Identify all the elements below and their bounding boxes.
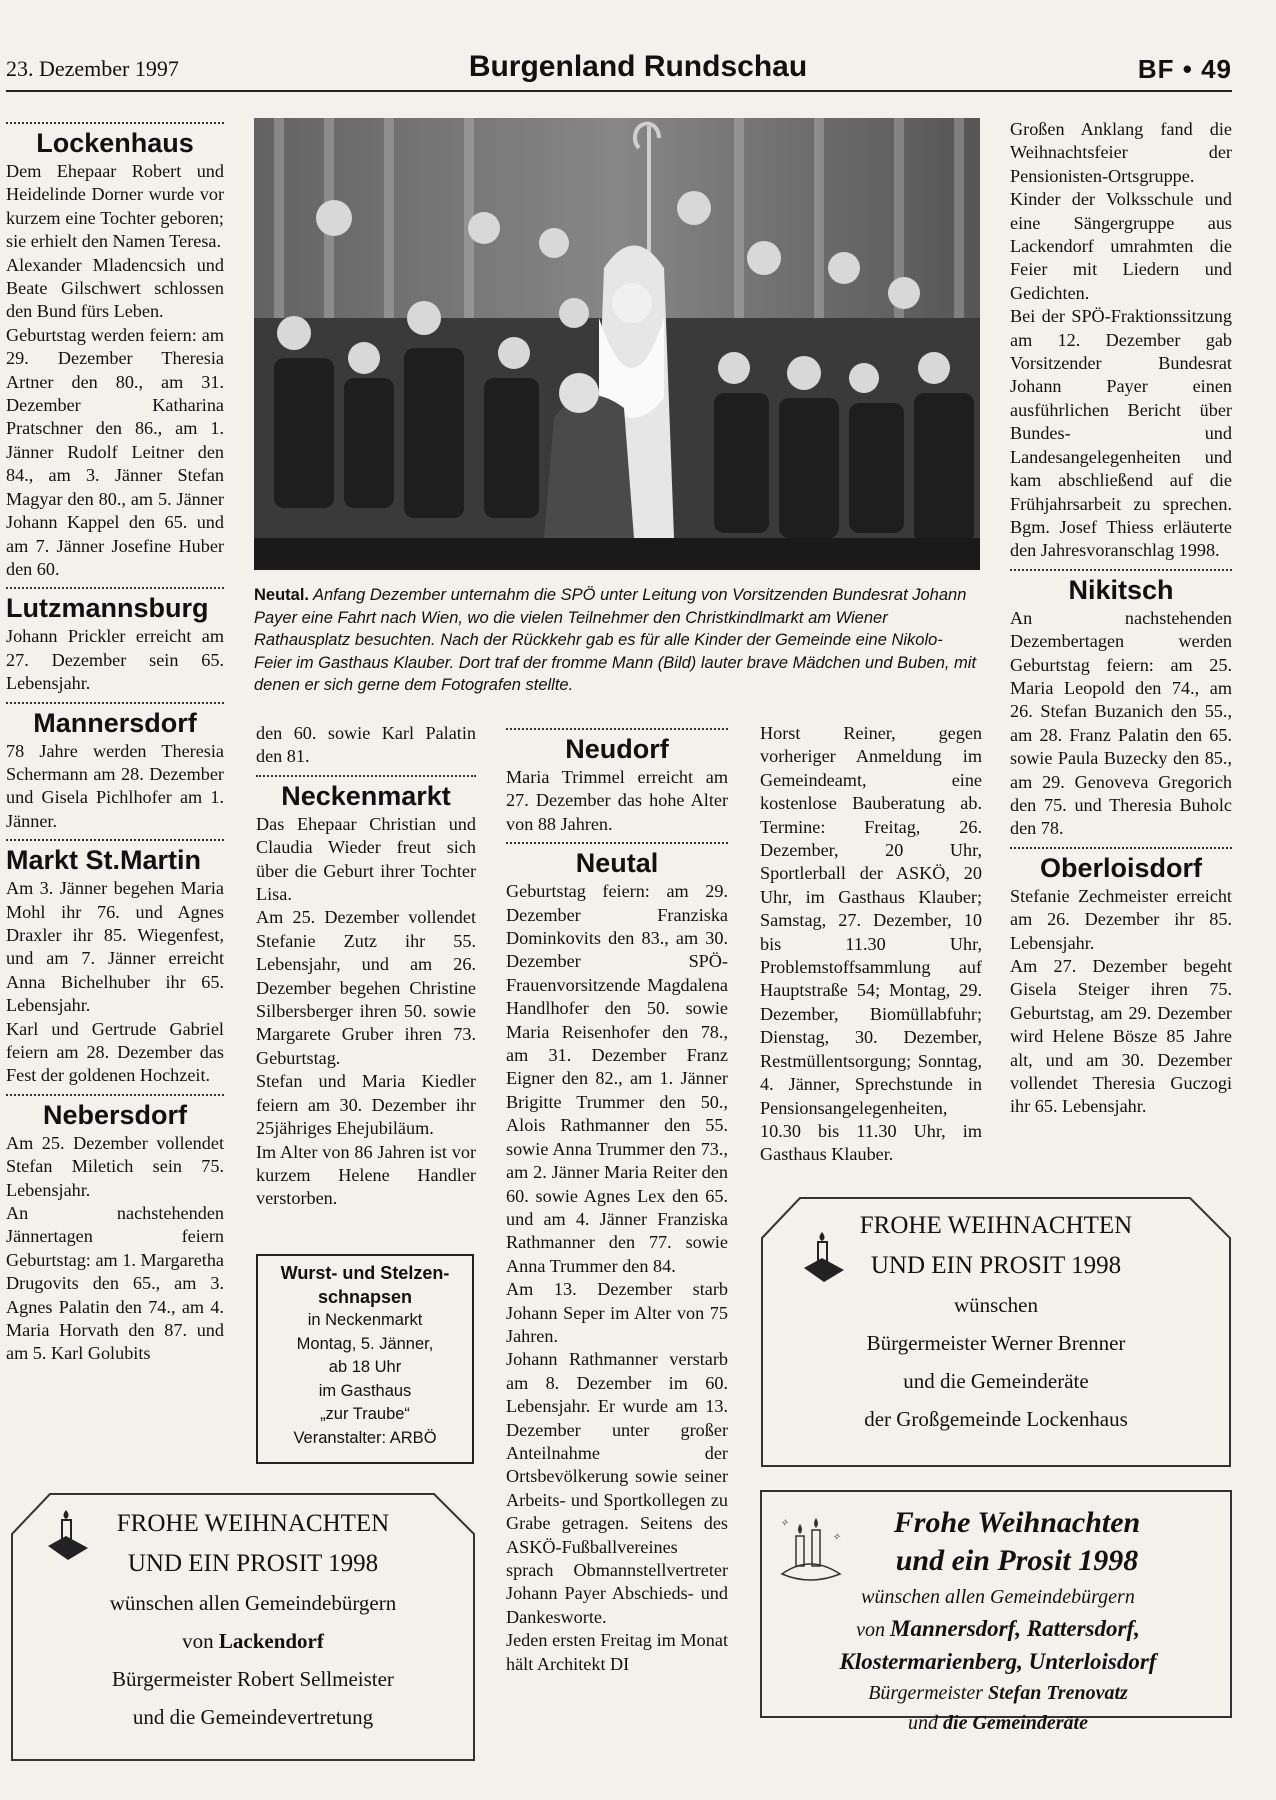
ad-line [762,1612,1234,1645]
photo-illustration [254,118,980,570]
column-3 [506,722,728,1676]
ad-text: von [856,1619,891,1641]
paragraph: An nachstehenden Dezembertagen werden Geburtstag feiern: am 25. Maria Leopold den 74., am 26. Stefan Buzanich den 55., am 28. Franz Palatin den 65. sowie Paula Buzecky den 85., am 29. Genoveva Gregorich den 75. und Theresia Buholc den 78. [1010,607,1232,839]
paragraph: Johann Rathmanner verstarb am 8. Dezember im 60. Lebensjahr. Er wurde am 13. Dezember unter großer Anteilnahme der Ortsbevölkerung sowie seiner Arbeits- und Sportkollegen zu Grabe getragen. Seitens des ASKÖ-Fußballvereines sprach Obmannstellvertreter Johann Payer Abschieds- und Dankesworte. [506,1349,728,1627]
paragraph: Jeden ersten Freitag im Monat hält Architekt DI [506,1630,728,1674]
caption-text: Anfang Dezember unternahm die SPÖ unter Leitung von Vorsitzenden Bundesrat Johann Payer eine Fahrt nach Wien, wo die vielen Teilnehmer den Christkindlmarkt am Wiener Rathausplatz besuchten. Nach der Rückkehr gab es für alle Kinder der Gemeinde eine Nikolo-Feier im Gasthaus Klauber. Dort traf der fromme Mann (Bild) lauter brave Mädchen und Buben, mit denen er sich gerne dem Fotografen stellte. [254,586,977,694]
ad-text-bold: Mannersdorf, Rattersdorf, [890,1616,1140,1641]
ad-line: und die Gemeinderäte [903,1369,1089,1393]
paragraph: Geburtstag werden feiern: am 29. Dezember Theresia Artner den 80., am 31. Dezember Katharina Pratschner den 86., am 1. Jänner Rudolf Leitner den 84., am 3. Jänner Stefan Magyar den 80., am 5. Jänner Johann Kappel den 65. und am 7. Jänner Josefine Huber den 60. [6,324,224,579]
paragraph: Am 25. Dezember vollendet Stefan Miletich sein 75. Lebensjahr. [6,1132,224,1200]
paragraph: Am 25. Dezember vollendet Stefanie Zutz ihr 55. Lebensjahr, und am 26. Dezember begehen Christine Silbersberger ihren 50. sowie Margarete Gruber ihren 73. Geburtstag. [256,907,476,1068]
divider [1010,847,1232,849]
event-title: schnapsen [317,1286,413,1307]
ad-line: Bürgermeister Robert Sellmeister [112,1667,394,1691]
ad-text-bold: Lackendorf [218,1629,324,1653]
photo-nikolo-feier [254,118,980,570]
paragraph: Das Ehepaar Christian und Claudia Wieder freut sich über die Geburt ihrer Tochter Lisa. [256,813,476,905]
page-number: BF • 49 [1137,54,1232,84]
divider [6,1094,224,1096]
ad-mannersdorf [760,1490,1232,1734]
column-5 [1010,118,1232,1119]
ad-text: Bürgermeister [868,1682,988,1704]
divider [506,842,728,844]
caption-place: Neutal. [254,586,310,604]
heading-lockenhaus: Lockenhaus [36,128,194,158]
paragraph: Karl und Gertrude Gabriel feiern am 28. Dezember das Fest der goldenen Hochzeit. [6,1018,224,1086]
event-line: Montag, 5. Jänner, [296,1334,434,1353]
paragraph: Stefanie Zechmeister erreicht am 26. Dezember ihr 85. Lebensjahr. [1010,885,1232,953]
divider [6,122,224,124]
ad-line: Frohe Weihnachten [893,1506,1141,1539]
paragraph: Bei der SPÖ-Fraktionssitzung am 12. Dezember gab Vorsitzender Bundesrat Johann Payer einen ausführlichen Bericht über Bundes- und Landesangelegenheiten und kam abschließend auf die Frühjahrsarbeit zu sprechen. Bgm. Josef Thiess erläuterte den Jahresvoranschlag 1998. [1010,306,1232,561]
paragraph: Stefan und Maria Kiedler feiern am 30. Dezember ihr 25jähriges Ehejubiläum. [256,1071,476,1139]
heading-neckenmarkt: Neckenmarkt [281,780,451,811]
ad-line: Bürgermeister Werner Brenner [866,1331,1126,1355]
divider [506,728,728,730]
ad-line: FROHE WEIHNACHTEN [859,1212,1133,1239]
ad-text-bold: Stefan Trenovatz [987,1682,1128,1704]
paragraph: Maria Trimmel erreicht am 27. Dezember das hohe Alter von 88 Jahren. [506,767,728,834]
event-line: in Neckenmarkt [307,1311,423,1329]
ad-line: UND EIN PROSIT 1998 [127,1550,379,1577]
ad-line: UND EIN PROSIT 1998 [870,1252,1122,1279]
paragraph: Dem Ehepaar Robert und Heidelinde Dorner wurde vor kurzem eine Tochter geboren; sie erhielt den Namen Teresa. [6,161,224,252]
heading-nikitsch: Nikitsch [1068,574,1174,605]
event-line: Veranstalter: ARBÖ [293,1428,437,1447]
heading-neudorf: Neudorf [565,734,669,764]
event-box-schnapsen [256,1254,474,1464]
svg-text:✧: ✧ [780,1518,789,1529]
paragraph: Alexander Mladencsich und Beate Gilschwert schlossen den Bund fürs Leben. [6,254,224,322]
paragraph: 78 Jahre werden Theresia Schermann am 28. Dezember und Gisela Pichlhofer am 1. Jänner. [6,740,224,831]
divider [6,839,224,841]
event-title: Wurst- und Stelzen- [280,1263,450,1283]
divider [1010,569,1232,571]
column-1 [6,116,224,1366]
paragraph: Am 13. Dezember starb Johann Seper im Alter von 75 Jahren. [506,1279,728,1346]
ad-text: und [908,1712,944,1734]
heading-oberloisdorf: Oberloisdorf [1039,852,1202,883]
ad-line: wünschen allen Gemeindebürgern [109,1591,397,1615]
heading-lutzmannsburg: Lutzmannsburg [6,593,209,624]
event-line: „zur Traube“ [320,1405,410,1423]
paragraph: An nachstehenden Jännertagen feiern Geburtstag: am 1. Margaretha Drugovits den 65., am 3. Agnes Palatin den 74., am 4. Maria Horvath den 87. und am 5. Karl Golubits [6,1203,224,1364]
ad-line: Klostermarienberg, Unterloisdorf [839,1649,1157,1674]
paragraph: Geburtstag feiern: am 29. Dezember Franziska Dominkovits den 83., am 30. Dezember SPÖ-Frauenvorsitzende Magdalena Handlhofer den 50. sowie Maria Reisenhofer den 78., am 31. Dezember Franz Eigner den 82., am 1. Jänner Brigitte Trummer den 50., Alois Rathmanner den 55. sowie Anna Trummer den 73., am 2. Jänner Maria Reiter den 60. sowie Agnes Lex den 65. und am 4. Jänner Franziska Rathmanner den 77. sowie Anna Trummer den 84. [506,881,728,1276]
paragraph: Johann Prickler erreicht am 27. Dezember sein 65. Lebensjahr. [6,626,224,694]
divider [256,775,476,777]
paragraph: Im Alter von 86 Jahren ist vor kurzem Helene Handler verstorben. [256,1141,476,1209]
ad-line [762,1708,1234,1738]
ad-line: FROHE WEIHNACHTEN [116,1510,390,1537]
photo-caption [254,584,980,697]
ad-line [762,1678,1234,1708]
divider [6,587,224,589]
ad-line [30,1622,476,1660]
paragraph: Großen Anklang fand die Weihnachtsfeier der Pensionisten-Ortsgruppe. Kinder der Volksschule und eine Sängergruppe aus Lackendorf umrahmten die Feier mit Liedern und Gedichten. [1010,119,1232,303]
paragraph: den 60. sowie Karl Palatin den 81. [256,723,476,767]
heading-nebersdorf: Nebersdorf [42,1099,188,1130]
ad-lackendorf [10,1492,476,1762]
ad-line: der Großgemeinde Lockenhaus [864,1407,1128,1431]
event-line: im Gasthaus [318,1381,412,1400]
ad-line: und ein Prosit 1998 [895,1544,1139,1577]
ad-lockenhaus [760,1196,1232,1468]
ad-line: wünschen [954,1293,1038,1317]
ad-text-bold: die Gemeinderäte [943,1712,1088,1734]
newspaper-title: Burgenland Rundschau [468,50,808,83]
heading-markt-st-martin: Markt St.Martin [6,845,202,876]
column-4 [760,722,982,1167]
divider [6,702,224,704]
ad-text: von [182,1629,219,1653]
heading-mannersdorf: Mannersdorf [33,707,197,738]
event-line: ab 18 Uhr [328,1358,402,1376]
svg-text:✧: ✧ [832,1532,841,1543]
issue-date: 23. Dezember 1997 [6,56,179,81]
paragraph: Am 3. Jänner begehen Maria Mohl ihr 76. und Agnes Draxler ihr 85. Wiegenfest, und am 7. Jänner erreicht Anna Bichelhuber ihr 65. Lebensjahr. [6,878,224,1016]
column-2 [256,722,476,1211]
paragraph: Am 27. Dezember begeht Gisela Steiger ihren 75. Geburtstag, am 29. Dezember wird Helene Bösze 85 Jahre alt, und am 30. Dezember vollendet Theresia Guczogi ihr 65. Lebensjahr. [1010,956,1232,1117]
paragraph: Horst Reiner, gegen vorheriger Anmeldung im Gemeindeamt, eine kostenlose Bauberatung ab. Termine: Freitag, 26. Dezember, 20 Uhr, Sportlerball der ASKÖ, 20 Uhr, im Gasthaus Klauber; Samstag, 27. Dezember, 10 bis 11.30 Uhr, Problemstoffsammlung auf Hauptstraße 54; Montag, 29. Dezember, Biomüllabfuhr; Dienstag, 30. Dezember, Restmüllentsorgung; Sonntag, 4. Jänner, Sprechstunde in Pensionsangelegenheiten, 10.30 bis 11.30 Uhr, im Gasthaus Klauber. [760,723,982,1165]
ad-line: wünschen allen Gemeindebürgern [861,1586,1135,1608]
header-rule [6,90,1232,92]
heading-neutal: Neutal [575,848,659,879]
ad-line: und die Gemeindevertretung [132,1705,374,1729]
